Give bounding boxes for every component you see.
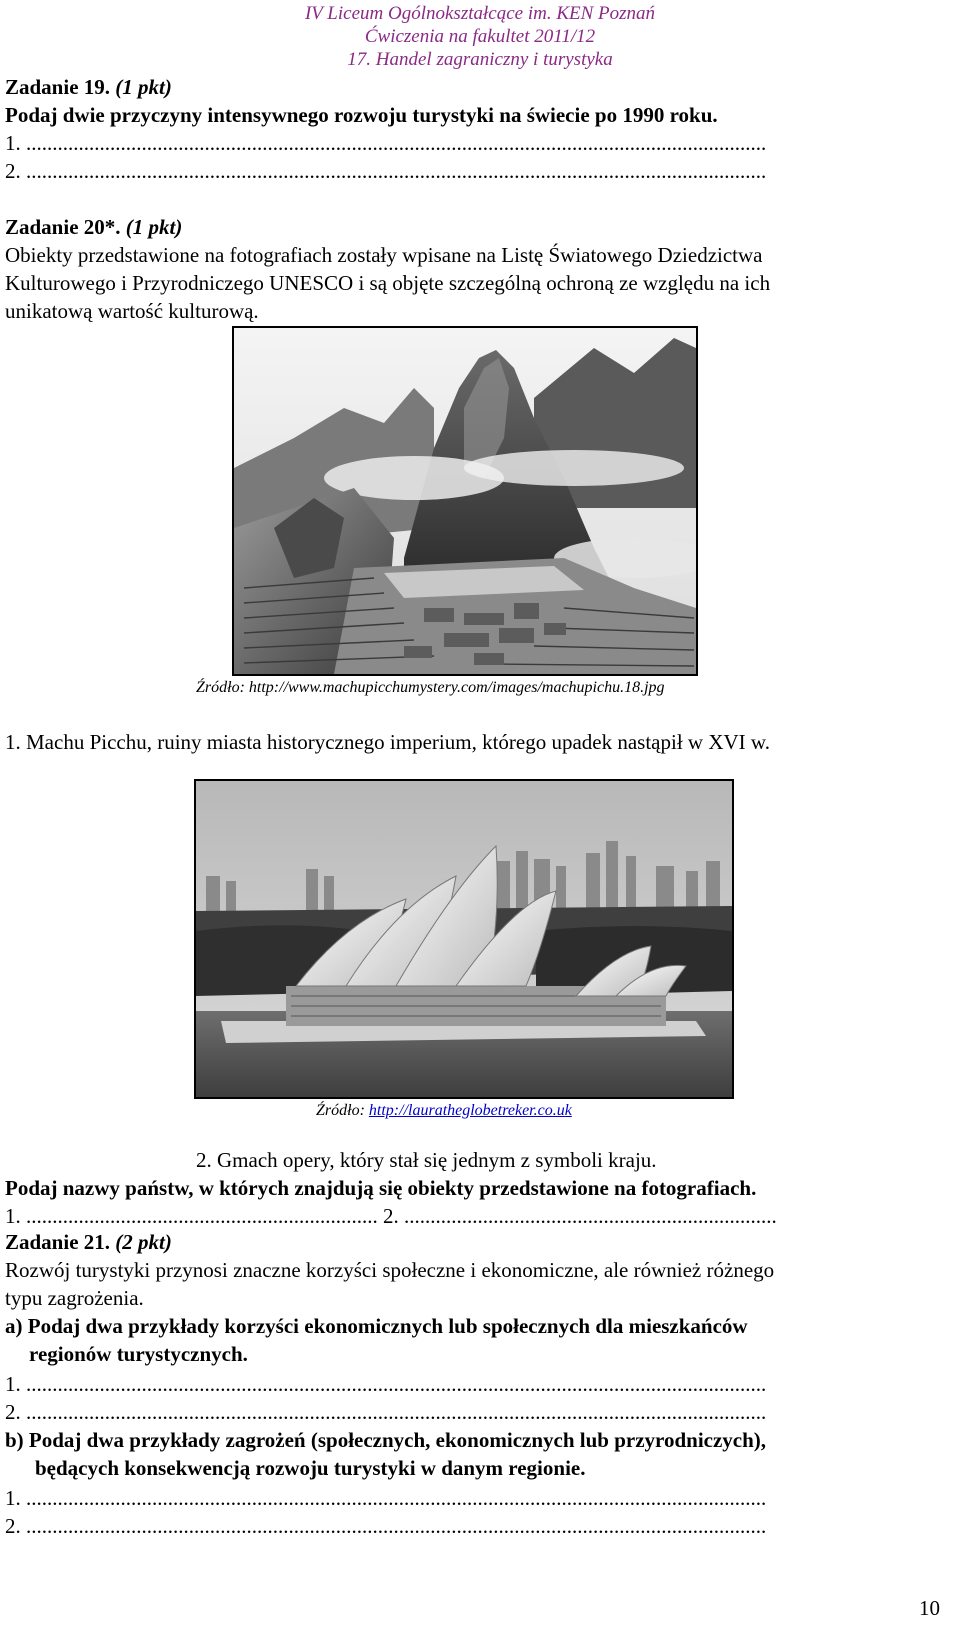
task19-title: Zadanie 19. (5, 75, 111, 99)
task20-points: (1 pkt) (125, 215, 183, 239)
photo2-source (316, 1101, 572, 1121)
task21-b-answer-2[interactable]: 2. ............................................................................................................................................. (5, 1514, 767, 1538)
task21-a-line-1: a) Podaj dwa przykłady korzyści ekonomicznych lub społecznych dla mieszkańców (5, 1314, 748, 1338)
task21-b-line-2: będących konsekwencją rozwoju turystyki w danym regionie. (35, 1456, 586, 1480)
header-school: IV Liceum Ogólnokształcące im. KEN Poznań (304, 3, 656, 24)
task19-answer-2[interactable]: 2. ............................................................................................................................................. (5, 159, 767, 183)
header-course: Ćwiczenia na fakultet 2011/12 (364, 26, 596, 47)
page-number: 10 (919, 1596, 940, 1620)
task21-b-answer-1[interactable]: 1. ............................................................................................................................................. (5, 1486, 767, 1510)
opera-house-photo (194, 779, 734, 1099)
header-topic: 17. Handel zagraniczny i turystyka (347, 49, 613, 70)
task21-heading (5, 1228, 952, 1256)
photo2-caption: 2. Gmach opery, który stał się jednym z symboli kraju. (196, 1148, 657, 1172)
task20-answers[interactable]: 1. ................................................................... 2. ....................................................................... (5, 1204, 777, 1228)
task21-a-answer-2[interactable]: 2. ............................................................................................................................................. (5, 1400, 767, 1424)
photo1-source: Źródło: http://www.machupicchumystery.com/images/machupichu.18.jpg (196, 679, 665, 696)
task21-a-line-2: regionów turystycznych. (29, 1342, 248, 1366)
task20-intro-line-1: Obiekty przedstawione na fotografiach zostały wpisane na Listę Światowego Dziedzictwa (5, 243, 763, 267)
task19-heading (5, 73, 952, 101)
task21-title: Zadanie 21. (5, 1230, 111, 1254)
task21-intro-line-1: Rozwój turystyki przynosi znaczne korzyści społeczne i ekonomiczne, ale również różnego (5, 1258, 775, 1282)
task21-intro-line-2: typu zagrożenia. (5, 1286, 144, 1310)
task20-heading (5, 213, 952, 241)
task20-intro-line-3: unikatową wartość kulturową. (5, 299, 259, 323)
task19-question: Podaj dwie przyczyny intensywnego rozwoju turystyki na świecie po 1990 roku. (5, 103, 718, 127)
photo2-source-link[interactable]: http://lauratheglobetreker.co.uk (368, 1102, 572, 1119)
photo1-caption: 1. Machu Picchu, ruiny miasta historycznego imperium, którego upadek nastąpił w XVI w. (5, 730, 770, 754)
task19-points: (1 pkt) (115, 75, 172, 99)
task21-points: (2 pkt) (115, 1230, 172, 1254)
task20-question: Podaj nazwy państw, w których znajdują się obiekty przedstawione na fotografiach. (5, 1176, 757, 1200)
machu-picchu-photo (232, 326, 698, 676)
task21-b-line-1: b) Podaj dwa przykłady zagrożeń (społecznych, ekonomicznych lub przyrodniczych), (5, 1428, 767, 1452)
machu-picchu-image (234, 328, 696, 674)
task19-answer-1[interactable]: 1. ............................................................................................................................................. (5, 131, 767, 155)
task20-title: Zadanie 20*. (5, 215, 121, 239)
task20-intro-line-2: Kulturowego i Przyrodniczego UNESCO i są objęte szczególną ochroną ze względu na ich (5, 271, 771, 295)
opera-house-image (196, 781, 732, 1097)
task21-a-answer-1[interactable]: 1. ............................................................................................................................................. (5, 1372, 767, 1396)
photo2-source-prefix: Źródło: (316, 1102, 369, 1119)
